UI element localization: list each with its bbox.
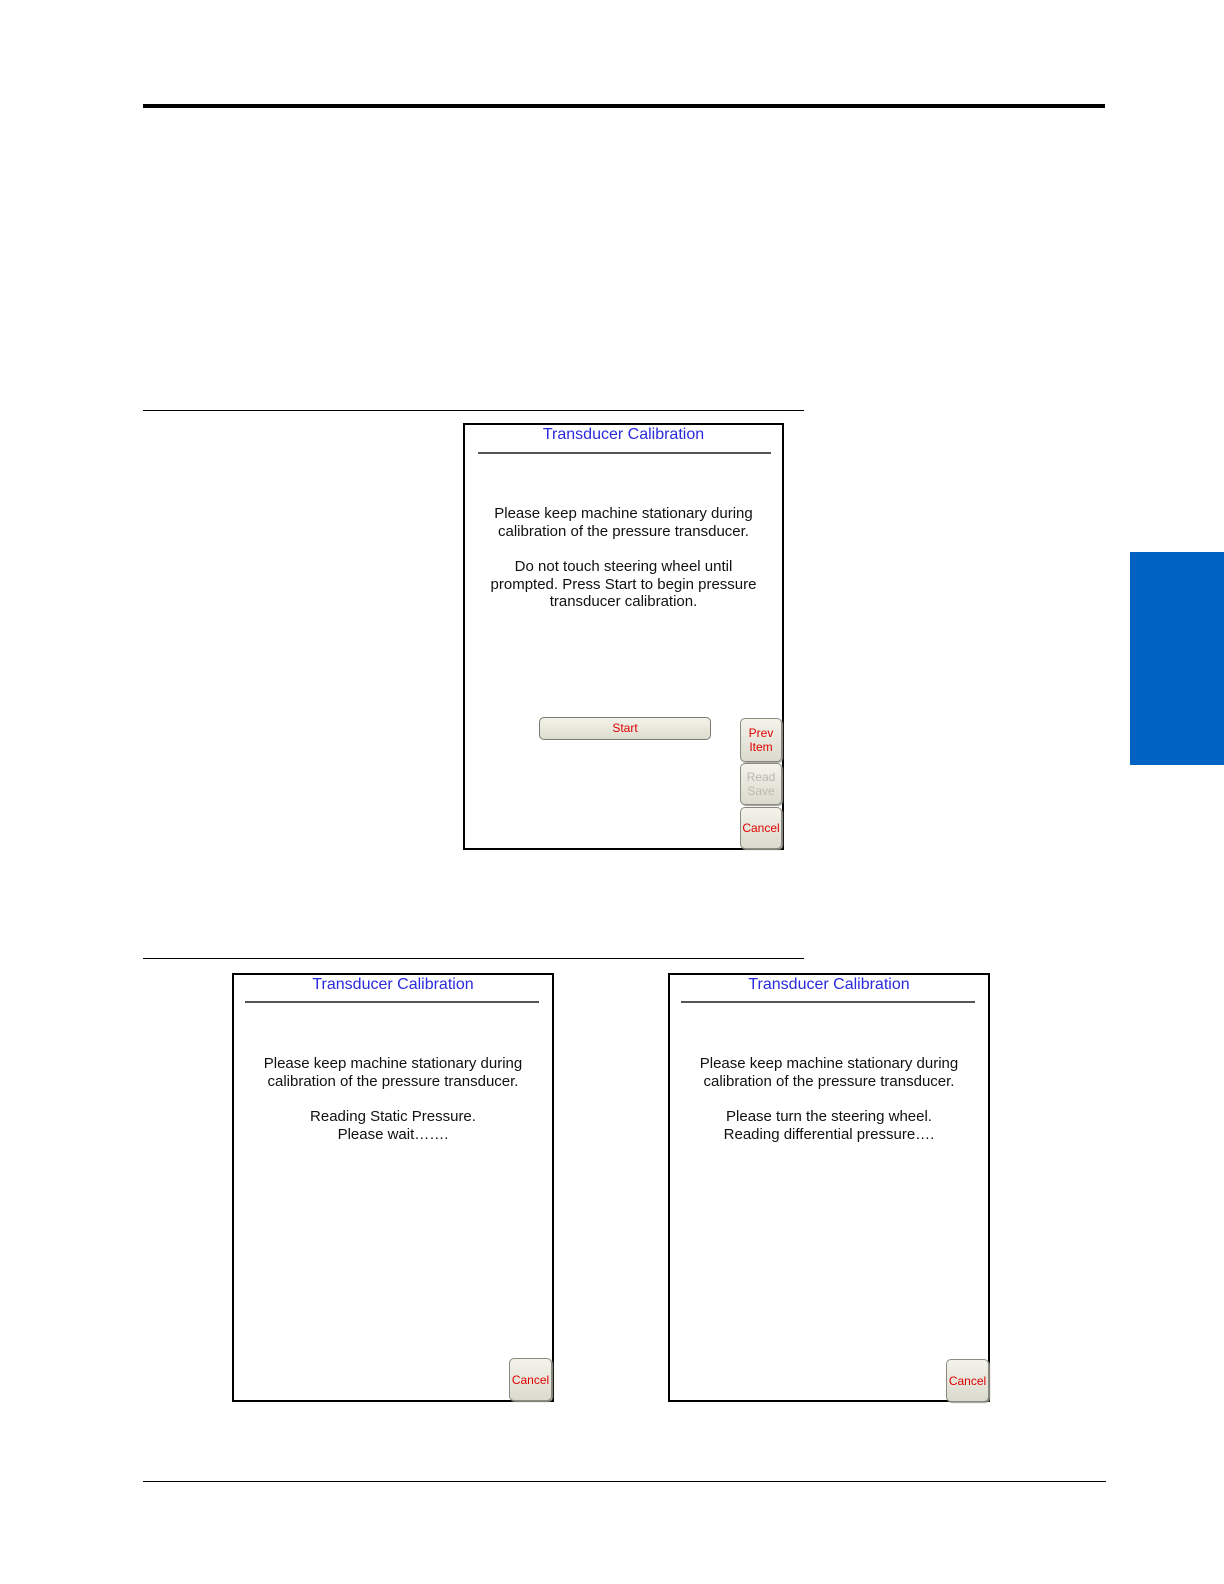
title-divider xyxy=(478,452,771,454)
status-text xyxy=(676,1055,982,1143)
read-save-label-2: Save xyxy=(747,784,775,798)
prev-item-label-1: Prev xyxy=(748,726,774,740)
title-divider xyxy=(681,1001,975,1003)
cancel-label: Cancel xyxy=(948,1373,987,1388)
message-line: Please keep machine stationary during xyxy=(263,1055,523,1072)
instruction-text xyxy=(471,505,776,611)
read-save-button[interactable] xyxy=(740,763,782,805)
message-line: calibration of the pressure transducer. xyxy=(267,1072,519,1090)
message-line: Please turn the steering wheel. xyxy=(726,1108,932,1125)
screen-title: Transducer Calibration xyxy=(542,426,705,443)
message-line: Please keep machine stationary during xyxy=(494,505,753,522)
message-line: Reading differential pressure…. xyxy=(723,1125,935,1143)
calibration-screen-static xyxy=(232,973,554,1402)
chapter-side-tab xyxy=(1130,552,1224,765)
cancel-button[interactable] xyxy=(509,1358,552,1401)
status-text xyxy=(240,1055,546,1143)
header-rule xyxy=(143,104,1105,108)
section-rule-2 xyxy=(143,958,804,959)
screen-title: Transducer Calibration xyxy=(312,976,474,993)
prev-item-button[interactable] xyxy=(740,718,782,762)
read-save-label-1: Read xyxy=(746,770,776,784)
message-line: Do not touch steering wheel until xyxy=(514,558,733,575)
start-button[interactable]: Start xyxy=(539,717,711,740)
screen-title: Transducer Calibration xyxy=(748,976,910,993)
message-line: Please wait……. xyxy=(337,1125,449,1143)
message-line: Reading Static Pressure. xyxy=(310,1108,476,1125)
calibration-screen-start xyxy=(463,423,784,850)
title-divider xyxy=(245,1001,539,1003)
section-rule-1 xyxy=(143,410,804,411)
cancel-button[interactable] xyxy=(740,807,782,849)
prev-item-label-2: Item xyxy=(749,740,773,754)
calibration-screen-differential xyxy=(668,973,990,1402)
message-line: calibration of the pressure transducer. xyxy=(703,1072,955,1090)
message-line: calibration of the pressure transducer. xyxy=(498,522,749,540)
cancel-label: Cancel xyxy=(511,1372,550,1387)
cancel-button[interactable] xyxy=(946,1359,989,1402)
message-line: Please keep machine stationary during xyxy=(699,1055,959,1072)
cancel-label: Cancel xyxy=(742,821,780,835)
message-line: transducer calibration. xyxy=(549,593,698,610)
footer-rule xyxy=(143,1481,1106,1482)
message-line: prompted. Press Start to begin pressure xyxy=(490,575,757,593)
